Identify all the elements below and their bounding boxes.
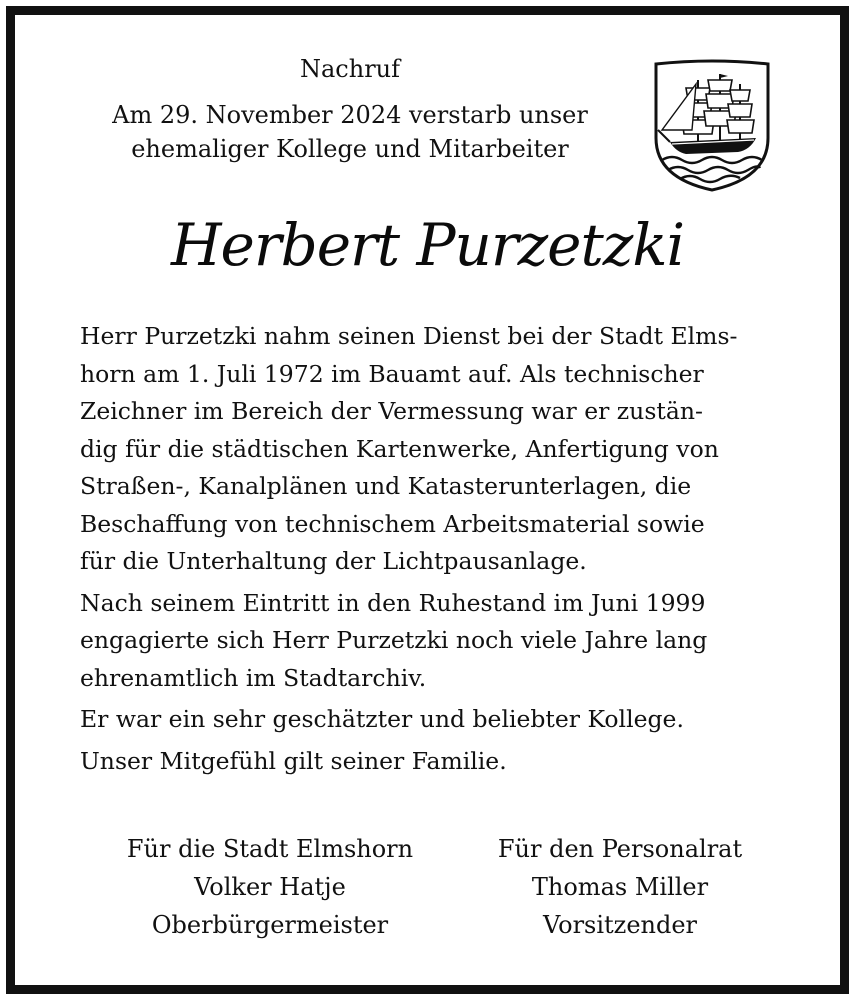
- signature-block-city: [105, 830, 435, 944]
- body-line: engagierte sich Herr Purzetzki noch viele Jahre lang: [80, 626, 708, 654]
- signature-org: Für den Personalrat: [497, 835, 743, 863]
- body-line: Herr Purzetzki nahm seinen Dienst bei der Stadt Elms-: [80, 322, 738, 350]
- body-line: horn am 1. Juli 1972 im Bauamt auf. Als technischer: [80, 359, 704, 388]
- signature-role: Vorsitzender: [542, 911, 698, 939]
- signature-org: Für die Stadt Elmshorn: [126, 835, 414, 863]
- signature-person: Thomas Miller: [531, 873, 709, 901]
- body-line: für die Unterhaltung der Lichtpausanlage.: [80, 547, 587, 575]
- body-paragraph: Er war ein sehr geschätzter und beliebter Kollege.: [80, 705, 684, 733]
- notice-intro: [60, 98, 640, 166]
- signature-role: Oberbürgermeister: [151, 911, 389, 939]
- body-line: dig für die städtischen Kartenwerke, Anfertigung von: [80, 434, 719, 463]
- coat-of-arms-ship-icon: [652, 58, 772, 194]
- notice-header: [60, 52, 640, 166]
- body-line: Zeichner im Bereich der Vermessung war er zustän-: [80, 397, 703, 425]
- intro-line: Am 29. November 2024 verstarb unser: [112, 101, 588, 129]
- body-paragraph: [80, 318, 778, 581]
- notice-label: Nachruf: [299, 55, 401, 83]
- notice-body: [80, 318, 778, 784]
- body-line: Nach seinem Eintritt in den Ruhestand im Juni 1999: [80, 588, 706, 617]
- signature-person: Volker Hatje: [194, 873, 346, 901]
- intro-line: ehemaliger Kollege und Mitarbeiter: [131, 135, 569, 163]
- body-line: ehrenamtlich im Stadtarchiv.: [80, 663, 427, 692]
- deceased-name: Herbert Purzetzki: [170, 211, 685, 279]
- body-paragraph: [80, 585, 778, 698]
- body-line: Straßen-, Kanalplänen und Katasterunterlagen, die: [80, 472, 692, 500]
- signature-block-staff-council: [455, 830, 785, 944]
- body-paragraph: Unser Mitgefühl gilt seiner Familie.: [80, 746, 507, 775]
- body-line: Beschaffung von technischem Arbeitsmaterial sowie: [80, 509, 705, 538]
